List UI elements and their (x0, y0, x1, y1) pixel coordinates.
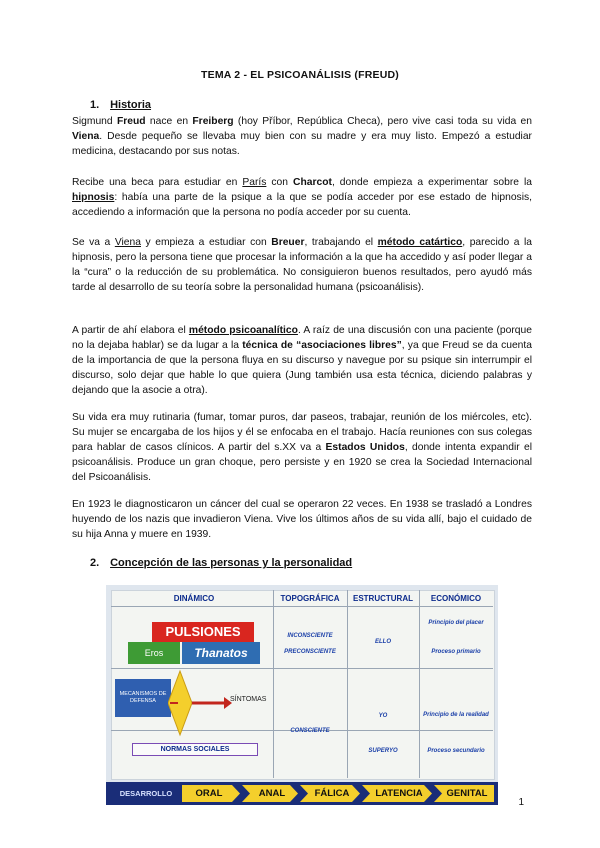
stage-oral: ORAL (195, 788, 223, 799)
inconsciente-label: INCONSCIENTE (287, 633, 333, 639)
consciente-label: CONSCIENTE (290, 728, 330, 734)
normas-sociales-box: NORMAS SOCIALES (132, 743, 258, 756)
principio-placer-label: Principio del placer (428, 620, 484, 626)
document-title: TEMA 2 - EL PSICOANÁLISIS (FREUD) (201, 69, 399, 81)
defense-diamond-graphic (168, 667, 232, 739)
header-topografica: TOPOGRÁFICA (280, 594, 340, 603)
section-number: 2. (90, 557, 100, 569)
superyo-label: SUPERYO (368, 748, 398, 754)
grid-line (273, 590, 274, 778)
principio-realidad-label: Principio de la realidad (423, 712, 489, 718)
preconsciente-label: PRECONSCIENTE (284, 649, 336, 655)
stage-anal: ANAL (258, 788, 286, 799)
sintomas-label: SÍNTOMAS (230, 696, 267, 703)
page-number: 1 (518, 797, 524, 808)
pulsiones-box: PULSIONES (152, 622, 254, 642)
section-label: Historia (110, 99, 152, 111)
section-number: 1. (90, 99, 100, 111)
stage-genital: GENITAL (446, 788, 488, 799)
paragraph-3: Se va a Viena y empieza a estudiar con Breuer, trabajando el método catártico, parecido a la hipnosis, pero la persona tiene que procesar la información a la que ha accedido y así poder llegar a la “cura” o la reducción de su problemática. No consiguieron buenos resultados, pero ayudó más tarde al desarrollo de su teoría sobre la personalidad humana (psicoanálisis). (72, 237, 533, 293)
header-estructural: ESTRUCTURAL (353, 594, 413, 603)
eros-box: Eros (128, 642, 180, 664)
header-dinamico: DINÁMICO (173, 594, 215, 603)
mecanismos-box: MECANISMOS DE DEFENSA (115, 679, 171, 717)
proceso-secundario-label: Proceso secundario (427, 748, 485, 754)
grid-line (347, 590, 348, 778)
grid-line (419, 590, 420, 778)
paragraph-6: En 1923 le diagnosticaron un cáncer del cual se operaron 22 veces. En 1938 se trasladó a Londres huyendo de los nazis que invadieron Viena. Vive los últimos años de su vida allí, bajo el cuidado de su hija Anna y muere en 1939. (72, 499, 532, 540)
thanatos-box: Thanatos (182, 642, 260, 664)
paragraph-4: A partir de ahí elabora el método psicoanalítico. A raíz de una discusión con una paciente (porque no la dejaba hablar) se da lugar a la técnica de “asociaciones libres”, ya que Freud se da cuenta de la importancia de que la persona fluya en su discurso y navegue por su psique sin interrumpir el discurso, solo dejar que hable lo que quiera (Jung también usa esta técnica, diciendo palabras y dejando que la asocie a otra). (72, 325, 532, 396)
stage-latencia: LATENCIA (375, 788, 423, 799)
proceso-primario-label: Proceso primario (431, 649, 481, 655)
stage-falica: FÁLICA (314, 788, 350, 799)
desarrollo-label: DESARROLLO (119, 789, 173, 798)
section-label: Concepción de las personas y la personalidad (110, 557, 353, 569)
header-economico: ECONÓMICO (430, 594, 482, 603)
personality-diagram (106, 585, 498, 805)
grid-line (111, 606, 493, 607)
section-heading-historia (90, 99, 151, 111)
section-heading-concepcion (90, 557, 352, 569)
yo-label: YO (378, 713, 388, 719)
paragraph-1: Sigmund Freud nace en Freiberg (hoy Příbor, República Checa), pero vive casi toda su vida en Viena. Desde pequeño se llevaba muy bien con su madre y era muy listo. Empezó a estudiar medicina, destacando por sus notas. (72, 116, 532, 157)
paragraph-2: Recibe una beca para estudiar en París con Charcot, donde empieza a experimentar sobre la hipnosis: había una parte de la psique a la que se podía acceder por ese estado de hipnosis, accediendo a información que la persona no podía acceder por su cuenta. (72, 177, 533, 218)
paragraph-5: Su vida era muy rutinaria (fumar, tomar puros, dar paseos, trabajar, reunión de los miércoles, etc). Su mujer se encargaba de los hijos y él se enfocaba en el trabajo. Hacía reuniones con sus colegas para hablar de casos clínicos. A partir del s.XX va a Estados Unidos, donde intenta expandir el psicoanálisis. Produce un gran choque, pero persiste y en 1920 se crea la Sociedad Internacional del Psicoanálisis. (72, 412, 532, 483)
ello-label: ELLO (375, 639, 391, 645)
